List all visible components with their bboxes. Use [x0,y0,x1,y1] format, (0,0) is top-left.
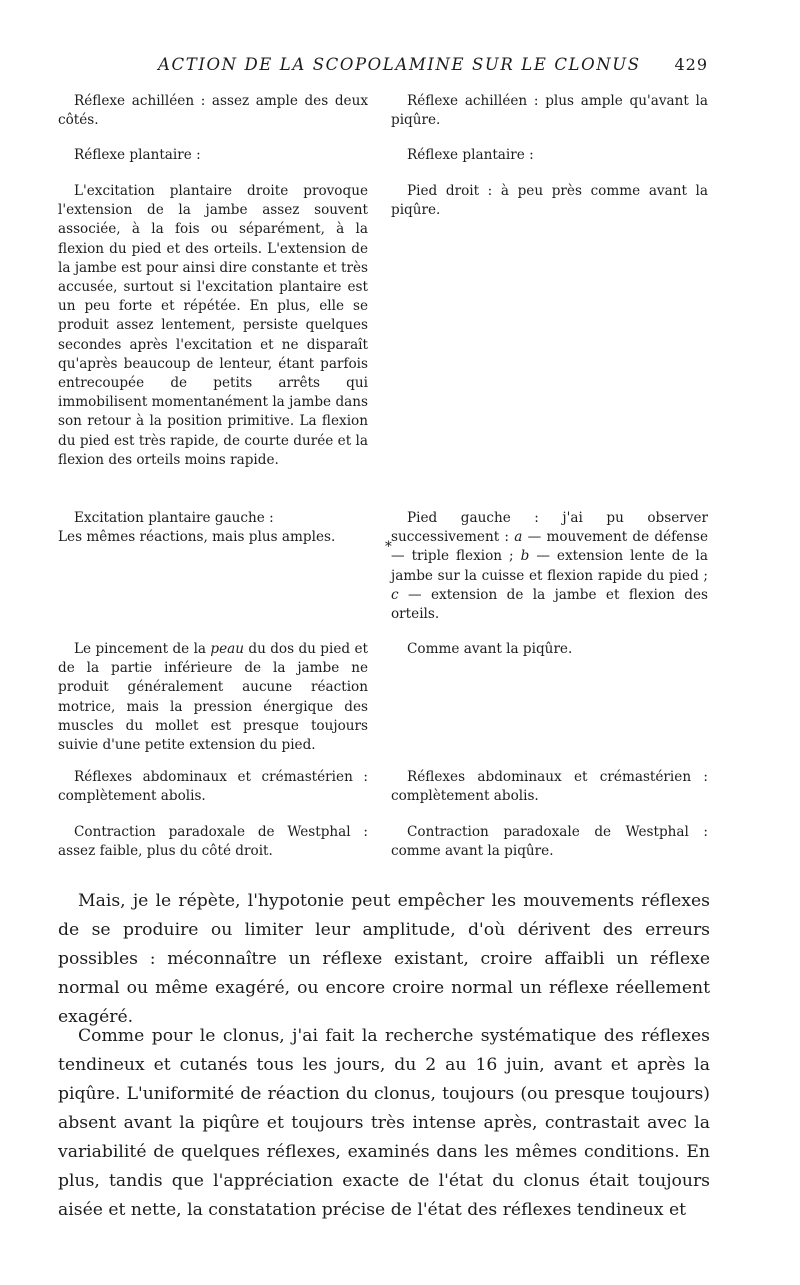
abdominal-reflexes-after: Réflexes abdominaux et crémastérien : complètement abolis. [391,769,708,805]
plantar-heading-after: Réflexe plantaire : [407,147,534,163]
row-westphal-right [391,823,708,861]
left-plantar-heading: Excitation plantaire gauche : [74,510,274,526]
item-c: c [391,586,399,603]
margin-mark: * [385,539,392,555]
skin-pinch-before: Le pincement de la peau du dos du pied et de la partie inférieure de la jambe ne produit généralement aucune réaction motrice, mais la pression énergique des muscles du mollet est presque toujours suivie d'une petite extension du pied. [58,641,368,754]
row-left-foot-left [58,509,368,547]
abdominal-reflexes-before: Réflexes abdominaux et crémastérien : complètement abolis. [58,769,368,805]
page-number: 429 [674,55,708,74]
row-right-foot-left [58,182,368,470]
westphal-after: Contraction paradoxale de Westphal : comme avant la piqûre. [391,824,708,860]
right-plantar-excitation-before: L'excitation plantaire droite provoque l'extension de la jambe assez souvent associée, à la fois ou séparément, à la flexion du pied et des orteils. L'extension de la jambe est pour ainsi dire constante et très accusée, surtout si l'excitation plantaire est un peu forte et répétée. En plus, elle se produit assez lentement, persiste quelques secondes après l'excitation et ne disparaît qu'après beaucoup de lenteur, étant parfois entrecoupée de petits arrêts qui immobilisent momentanément la jambe dans son retour à la position primitive. La flexion du pied est très rapide, de courte durée et la flexion des orteils moins rapide. [58,183,368,468]
body-paragraph-hypotonia: Mais, je le répète, l'hypotonie peut empêcher les mouvements réflexes de se produire ou limiter leur amplitude, d'où dérivent des erreurs possibles : méconnaître un réflexe existant, croire affaibli un réflexe normal ou même exagéré, ou encore croire normal un réflexe réellement exagéré. [58,891,710,1027]
plantar-heading-before: Réflexe plantaire : [74,147,201,163]
row-abdominal-right [391,768,708,806]
right-foot-after: Pied droit : à peu près comme avant la piqûre. [391,183,708,219]
achilles-reflex-after: Réflexe achilléen : plus ample qu'avant la piqûre. [391,93,708,129]
row-westphal-left [58,823,368,861]
row-plantar-heading-right [391,146,708,165]
skin-pinch-after: Comme avant la piqûre. [407,641,573,657]
running-head [58,55,708,77]
row-abdominal-left [58,768,368,806]
row-achilles-right [391,92,708,130]
row-skin-left [58,640,368,755]
achilles-reflex-before: Réflexe achilléen : assez ample des deux côtés. [58,93,368,129]
row-achilles-left [58,92,368,130]
emphasis-peau: peau [210,641,245,657]
row-plantar-heading-left [58,146,368,165]
item-b: b [520,548,530,565]
row-skin-right [391,640,708,659]
running-title: ACTION DE LA SCOPOLAMINE SUR LE CLONUS [158,55,641,74]
left-foot-after: Pied gauche : j'ai pu observer successivement : a — mouvement de défense — triple flexion ; b — extension lente de la jambe sur la cuisse et flexion rapide du pied ; c — extension de la jambe et flexion des orteils. [391,510,709,623]
westphal-before: Contraction paradoxale de Westphal : assez faible, plus du côté droit. [58,824,368,860]
left-plantar-reactions: Les mêmes réactions, mais plus amples. [58,529,336,546]
row-left-foot-right [385,509,709,624]
item-a: a [514,529,523,546]
body-paragraph-clonus: Comme pour le clonus, j'ai fait la recherche systématique des réflexes tendineux et cutanés tous les jours, du 2 au 16 juin, avant et après la piqûre. L'uniformité de réaction du clonus, toujours (ou presque toujours) absent avant la piqûre et toujours très intense après, contrastait avec la variabilité de quelques réflexes, examinés dans les mêmes conditions. En plus, tandis que l'appréciation exacte de l'état du clonus était toujours aisée et nette, la constatation précise de l'état des réflexes tendineux et [58,1026,710,1220]
row-right-foot-right [391,182,708,220]
